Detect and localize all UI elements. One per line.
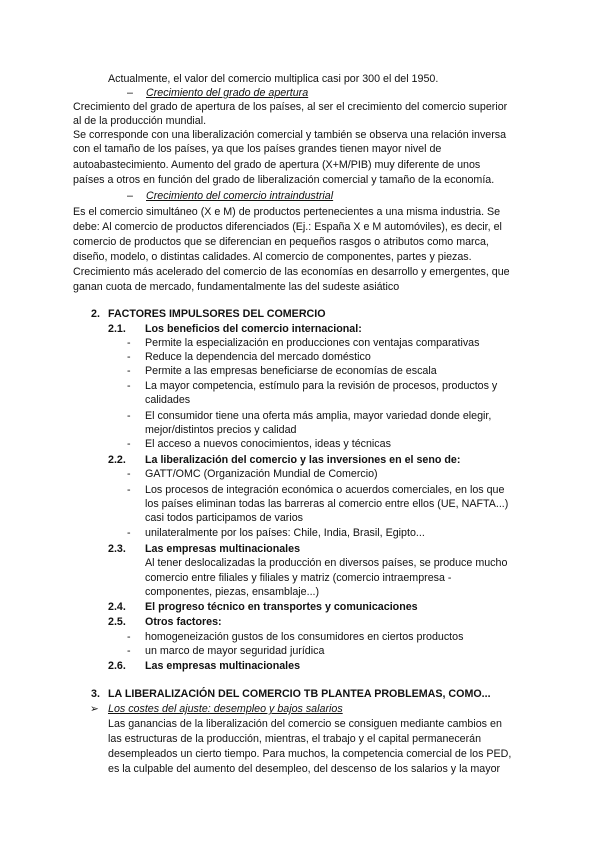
list-item: Permite a las empresas beneficiarse de economías de escala [145, 365, 437, 377]
subsection-2-2-number: 2.2. [108, 454, 126, 466]
subheading-comercio-intraindustrial: Crecimiento del comercio intraindustrial [146, 190, 334, 202]
list-item: El consumidor tiene una oferta más amplia, mayor variedad donde elegir, [145, 410, 492, 422]
dash-bullet: – [127, 87, 133, 99]
list-dash: - [127, 351, 131, 363]
subsection-2-1-title: Los beneficios del comercio internacional: [145, 323, 362, 335]
paragraph-line: debe: Al comercio de productos diferenciados (Ej.: España X e M automóviles), es decir, el [73, 221, 502, 233]
paragraph-line: al de la producción mundial. [73, 115, 207, 127]
paragraph-line: Se corresponde con una liberalización comercial y también se observa una relación inversa [73, 129, 507, 141]
paragraph-line: Crecimiento del grado de apertura de los países, al ser el crecimiento del comercio superior [73, 101, 508, 113]
paragraph-line: Las ganancias de la liberalización del comercio se consiguen mediante cambios en [108, 718, 502, 730]
list-item: Los procesos de integración económica o acuerdos comerciales, en los que [145, 484, 505, 496]
subsection-2-4-number: 2.4. [108, 601, 126, 613]
list-item: GATT/OMC (Organización Mundial de Comercio) [145, 468, 378, 480]
list-item: unilateralmente por los países: Chile, India, Brasil, Egipto... [145, 527, 425, 539]
section-3-number: 3. [91, 688, 100, 700]
list-item: Permite la especialización en producciones con ventajas comparativas [145, 337, 480, 349]
subsection-2-4-title: El progreso técnico en transportes y comunicaciones [145, 601, 418, 613]
paragraph-line: con el tamaño de los países, ya que los países grandes tienen mayor nivel de [73, 143, 442, 155]
list-item-continuation: calidades [145, 394, 191, 406]
intro-text: Actualmente, el valor del comercio multiplica casi por 300 el del 1950. [108, 73, 439, 85]
paragraph-line: comercio de productos que se diferencian en pequeños rasgos o atributos como marca, [73, 236, 489, 248]
section-2-title: FACTORES IMPULSORES DEL COMERCIO [108, 308, 326, 320]
list-dash: - [127, 645, 131, 657]
paragraph-line: autoabastecimiento. Aumento del grado de apertura (X+M/PIB) muy diferente de unos [73, 159, 481, 171]
subsection-2-3-title: Las empresas multinacionales [145, 543, 301, 555]
subheading-grado-apertura: Crecimiento del grado de apertura [146, 87, 309, 99]
list-item: El acceso a nuevos conocimientos, ideas y técnicas [145, 438, 391, 450]
paragraph-line: componentes, piezas, ensamblaje...) [145, 586, 320, 598]
subsection-2-3-number: 2.3. [108, 543, 126, 555]
list-dash: - [127, 484, 131, 496]
list-dash: - [127, 438, 131, 450]
subsection-2-5-number: 2.5. [108, 616, 126, 628]
list-dash: - [127, 631, 131, 643]
section-2-number: 2. [91, 308, 100, 320]
paragraph-line: comercio entre filiales y filiales y matriz (comercio intraempresa - [145, 572, 452, 584]
subsection-2-5-title: Otros factores: [145, 616, 222, 628]
subsection-2-2-title: La liberalización del comercio y las inversiones en el seno de: [145, 454, 461, 466]
paragraph-line: Al tener deslocalizadas la producción en diversos países, se produce mucho [145, 557, 508, 569]
list-item-continuation: casi todos participamos de varios [145, 512, 304, 524]
paragraph-line: Es el comercio simultáneo (X e M) de productos pertenecientes a una misma industria. Se [73, 206, 501, 218]
paragraph-line: ganan cuota de mercado, fundamentalmente las del sudeste asiático [73, 281, 400, 293]
list-dash: - [127, 527, 131, 539]
paragraph-line: Crecimiento más acelerado del comercio de las economías en desarrollo y emergentes, que [73, 266, 510, 278]
list-item-continuation: mejor/distintos precios y calidad [145, 424, 297, 436]
paragraph-line: diseño, modelo, o distintas calidades. Al comercio de componentes, partes y piezas. [73, 251, 472, 263]
subsection-2-6-title: Las empresas multinacionales [145, 660, 301, 672]
subsection-2-1-number: 2.1. [108, 323, 126, 335]
subsection-2-6-number: 2.6. [108, 660, 126, 672]
list-dash: - [127, 380, 131, 392]
arrow-bullet-icon: ➢ [90, 703, 99, 715]
paragraph-line: es la culpable del aumento del desempleo, del descenso de los salarios y la mayor [108, 763, 501, 775]
list-item: un marco de mayor seguridad jurídica [145, 645, 325, 657]
list-dash: - [127, 468, 131, 480]
list-item-continuation: los países eliminan todas las barreras al comercio entre ellos (UE, NAFTA...) [145, 498, 509, 510]
list-item: Reduce la dependencia del mercado doméstico [145, 351, 371, 363]
dash-bullet: – [127, 190, 133, 202]
paragraph-line: países a otros en función del grado de liberalización comercial y tamaño de la economía. [73, 174, 495, 186]
list-item: homogeneización gustos de los consumidores en ciertos productos [145, 631, 464, 643]
subheading-costes-ajuste: Los costes del ajuste: desempleo y bajos salarios [108, 703, 343, 715]
paragraph-line: desempleados un cierto tiempo. Para muchos, la competencia comercial de los PED, [108, 748, 512, 760]
list-dash: - [127, 365, 131, 377]
list-item: La mayor competencia, estímulo para la revisión de procesos, productos y [145, 380, 498, 392]
list-dash: - [127, 410, 131, 422]
list-dash: - [127, 337, 131, 349]
section-3-title: LA LIBERALIZACIÓN DEL COMERCIO TB PLANTEA PROBLEMAS, COMO... [108, 688, 491, 700]
paragraph-line: las estructuras de la producción, mientras, el trabajo y el capital permanecerán [108, 733, 482, 745]
